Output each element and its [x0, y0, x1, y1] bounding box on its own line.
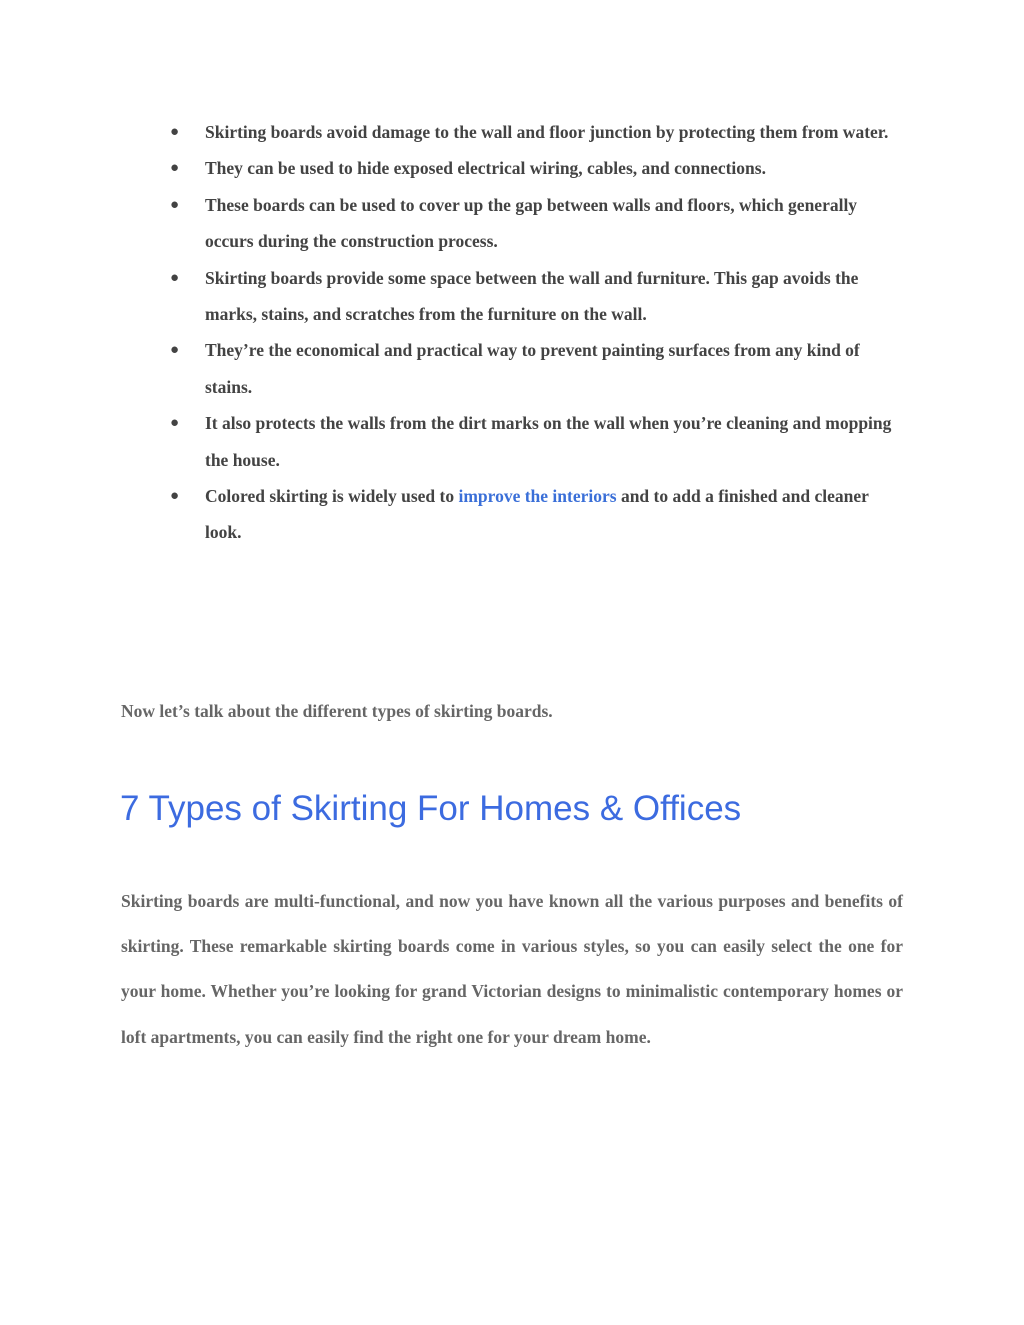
list-item [170, 260, 905, 333]
list-item [170, 405, 905, 478]
list-item [170, 150, 905, 186]
list-item-text: They can be used to hide exposed electrical wiring, cables, and connections. [205, 158, 766, 179]
list-item [170, 187, 905, 260]
bullet-icon: ● [170, 342, 180, 359]
section-heading: 7 Types of Skirting For Homes & Offices [120, 789, 742, 828]
list-item [170, 478, 905, 551]
body-paragraph: Skirting boards are multi-functional, and now you have known all the various purposes and benefits of skirting. These remarkable skirting boards come in various styles, so you can easily select the one for your home. Whether you’re looking for grand Victorian designs to minimalistic contemporary homes or loft apartments, you can easily find the right one for your dream home. [121, 891, 903, 1047]
list-item [170, 114, 905, 150]
list-item-text-after-link: and to add a finished and cleaner look. [205, 486, 869, 543]
list-item-text-before-link: Colored skirting is widely used to [205, 486, 459, 507]
list-item-text: Skirting boards provide some space between the wall and furniture. This gap avoids the marks, stains, and scratches from the furniture on the wall. [205, 267, 859, 325]
list-item [170, 332, 905, 405]
bullet-icon: ● [170, 488, 180, 505]
intro-paragraph: Now let’s talk about the different types of skirting boards. [121, 701, 553, 721]
list-item-text: These boards can be used to cover up the gap between walls and floors, which generally occurs during the construction process. [205, 194, 858, 252]
list-item-text: Skirting boards avoid damage to the wall and floor junction by protecting them from water. [205, 122, 889, 142]
bullet-icon: ● [170, 415, 180, 432]
benefits-list [170, 114, 905, 551]
bullet-icon: ● [170, 269, 180, 286]
list-item-text: They’re the economical and practical way to prevent painting surfaces from any kind of stains. [205, 340, 860, 397]
bullet-icon: ● [170, 196, 180, 213]
improve-interiors-link[interactable]: improve the interiors [458, 486, 617, 507]
bullet-icon: ● [170, 160, 180, 177]
list-item-text: It also protects the walls from the dirt marks on the wall when you’re cleaning and mopping the house. [205, 413, 892, 470]
bullet-icon: ● [170, 124, 180, 140]
